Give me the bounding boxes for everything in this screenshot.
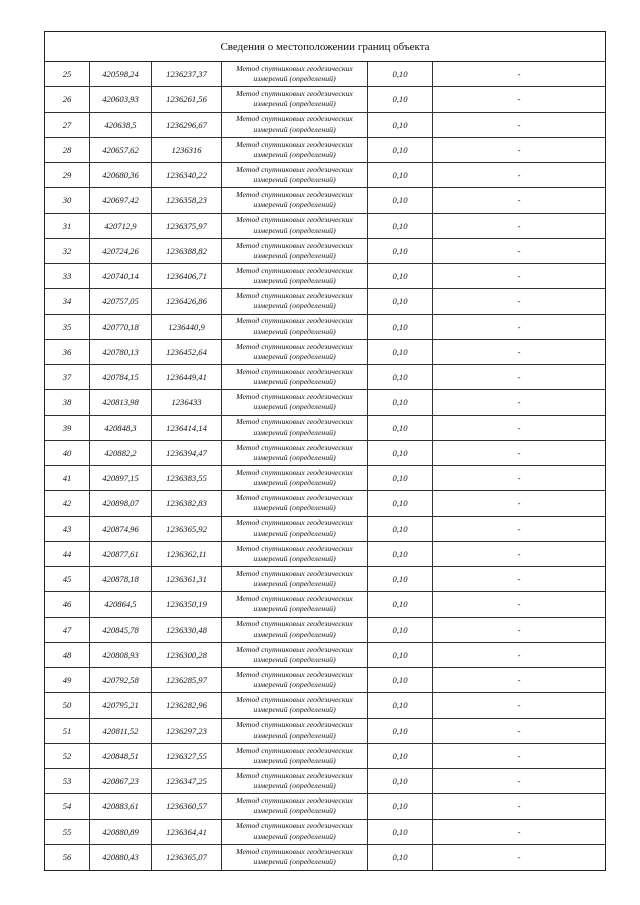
point-number-cell: 34 [45, 289, 90, 313]
table-row [45, 466, 605, 491]
x-coordinate-cell: 420638,5 [90, 113, 152, 137]
x-coordinate-cell: 420848,3 [90, 416, 152, 440]
method-cell [222, 643, 368, 667]
precision-cell: 0,10 [368, 668, 433, 692]
y-coordinate-cell: 1236426,86 [152, 289, 222, 313]
point-number-cell: 51 [45, 719, 90, 743]
method-line-2: измерений (определений) [253, 730, 336, 740]
method-cell [222, 315, 368, 339]
x-coordinate-cell: 420877,61 [90, 542, 152, 566]
boundary-table [44, 31, 606, 871]
y-coordinate-cell: 1236285,97 [152, 668, 222, 692]
description-cell: - [517, 195, 521, 206]
method-line-2: измерений (определений) [253, 149, 336, 159]
point-number-cell: 38 [45, 390, 90, 414]
method-line-1: Метод спутниковых геодезических [236, 821, 353, 831]
method-cell [222, 163, 368, 187]
y-coordinate-cell: 1236297,23 [152, 719, 222, 743]
x-coordinate-cell: 420712,9 [90, 214, 152, 238]
method-line-1: Метод спутниковых геодезических [236, 89, 353, 99]
table-row [45, 264, 605, 289]
method-line-2: измерений (определений) [253, 74, 336, 84]
method-line-1: Метод спутниковых геодезических [236, 543, 353, 553]
table-row [45, 618, 605, 643]
x-coordinate-cell: 420792,58 [90, 668, 152, 692]
method-line-2: измерений (определений) [253, 604, 336, 614]
y-coordinate-cell: 1236316 [152, 138, 222, 162]
point-number-cell: 27 [45, 113, 90, 137]
method-cell [222, 289, 368, 313]
method-line-2: измерений (определений) [253, 301, 336, 311]
point-number-cell: 32 [45, 239, 90, 263]
y-coordinate-cell: 1236433 [152, 390, 222, 414]
precision-cell: 0,10 [368, 491, 433, 515]
method-line-1: Метод спутниковых геодезических [236, 114, 353, 124]
table-row [45, 719, 605, 744]
y-coordinate-cell: 1236300,28 [152, 643, 222, 667]
x-coordinate-cell: 420784,15 [90, 365, 152, 389]
y-coordinate-cell: 1236394,47 [152, 441, 222, 465]
description-cell: - [517, 852, 521, 863]
method-line-2: измерений (определений) [253, 781, 336, 791]
method-cell [222, 567, 368, 591]
table-row [45, 113, 605, 138]
y-coordinate-cell: 1236296,67 [152, 113, 222, 137]
precision-cell: 0,10 [368, 239, 433, 263]
x-coordinate-cell: 420882,2 [90, 441, 152, 465]
table-row [45, 491, 605, 516]
x-coordinate-cell: 420878,18 [90, 567, 152, 591]
y-coordinate-cell: 1236237,37 [152, 62, 222, 86]
method-cell [222, 668, 368, 692]
precision-cell: 0,10 [368, 719, 433, 743]
method-cell [222, 214, 368, 238]
description-cell: - [517, 447, 521, 458]
x-coordinate-cell: 420897,15 [90, 466, 152, 490]
method-cell [222, 820, 368, 844]
method-line-1: Метод спутниковых геодезических [236, 770, 353, 780]
table-title [45, 32, 605, 62]
method-line-2: измерений (определений) [253, 755, 336, 765]
precision-cell: 0,10 [368, 567, 433, 591]
x-coordinate-cell: 420848,51 [90, 744, 152, 768]
description-cell: - [517, 372, 521, 383]
precision-cell: 0,10 [368, 315, 433, 339]
method-line-2: измерений (определений) [253, 276, 336, 286]
table-row [45, 744, 605, 769]
precision-cell: 0,10 [368, 163, 433, 187]
method-cell [222, 769, 368, 793]
point-number-cell: 31 [45, 214, 90, 238]
precision-cell: 0,10 [368, 794, 433, 818]
method-line-1: Метод спутниковых геодезических [236, 392, 353, 402]
method-line-2: измерений (определений) [253, 705, 336, 715]
method-line-1: Метод спутниковых геодезических [236, 63, 353, 73]
method-line-2: измерений (определений) [253, 528, 336, 538]
method-line-2: измерений (определений) [253, 175, 336, 185]
y-coordinate-cell: 1236388,82 [152, 239, 222, 263]
table-title-text: Сведения о местоположении границ объекта [220, 40, 430, 53]
method-line-2: измерений (определений) [253, 654, 336, 664]
method-cell [222, 744, 368, 768]
table-row [45, 820, 605, 845]
table-row [45, 693, 605, 718]
point-number-cell: 55 [45, 820, 90, 844]
precision-cell: 0,10 [368, 693, 433, 717]
point-number-cell: 26 [45, 87, 90, 111]
point-number-cell: 43 [45, 517, 90, 541]
precision-cell: 0,10 [368, 138, 433, 162]
point-number-cell: 41 [45, 466, 90, 490]
method-cell [222, 188, 368, 212]
y-coordinate-cell: 1236375,97 [152, 214, 222, 238]
method-cell [222, 264, 368, 288]
y-coordinate-cell: 1236364,41 [152, 820, 222, 844]
y-coordinate-cell: 1236347,25 [152, 769, 222, 793]
precision-cell: 0,10 [368, 643, 433, 667]
method-line-2: измерений (определений) [253, 225, 336, 235]
table-body [45, 62, 605, 870]
method-cell [222, 390, 368, 414]
y-coordinate-cell: 1236282,96 [152, 693, 222, 717]
x-coordinate-cell: 420811,52 [90, 719, 152, 743]
table-row [45, 62, 605, 87]
description-cell: - [517, 826, 521, 837]
method-line-2: измерений (определений) [253, 579, 336, 589]
point-number-cell: 45 [45, 567, 90, 591]
table-row [45, 340, 605, 365]
description-cell: - [517, 548, 521, 559]
precision-cell: 0,10 [368, 188, 433, 212]
description-cell: - [517, 321, 521, 332]
point-number-cell: 44 [45, 542, 90, 566]
precision-cell: 0,10 [368, 542, 433, 566]
precision-cell: 0,10 [368, 744, 433, 768]
method-line-2: измерений (определений) [253, 857, 336, 867]
precision-cell: 0,10 [368, 113, 433, 137]
table-row [45, 441, 605, 466]
method-cell [222, 62, 368, 86]
method-cell [222, 517, 368, 541]
point-number-cell: 33 [45, 264, 90, 288]
method-line-2: измерений (определений) [253, 351, 336, 361]
x-coordinate-cell: 420845,78 [90, 618, 152, 642]
description-cell: - [517, 144, 521, 155]
description-cell: - [517, 346, 521, 357]
method-cell [222, 138, 368, 162]
method-line-1: Метод спутниковых геодезических [236, 568, 353, 578]
method-line-1: Метод спутниковых геодезических [236, 417, 353, 427]
precision-cell: 0,10 [368, 214, 433, 238]
method-line-2: измерений (определений) [253, 478, 336, 488]
method-line-1: Метод спутниковых геодезических [236, 139, 353, 149]
precision-cell: 0,10 [368, 62, 433, 86]
method-cell [222, 794, 368, 818]
method-line-1: Метод спутниковых геодезических [236, 669, 353, 679]
description-cell: - [517, 245, 521, 256]
method-cell [222, 416, 368, 440]
description-cell: - [517, 700, 521, 711]
y-coordinate-cell: 1236261,56 [152, 87, 222, 111]
x-coordinate-cell: 420697,42 [90, 188, 152, 212]
description-cell: - [517, 397, 521, 408]
description-cell: - [517, 750, 521, 761]
x-coordinate-cell: 420898,07 [90, 491, 152, 515]
point-number-cell: 29 [45, 163, 90, 187]
method-cell [222, 693, 368, 717]
y-coordinate-cell: 1236383,55 [152, 466, 222, 490]
x-coordinate-cell: 420864,5 [90, 592, 152, 616]
y-coordinate-cell: 1236449,41 [152, 365, 222, 389]
x-coordinate-cell: 420880,89 [90, 820, 152, 844]
precision-cell: 0,10 [368, 820, 433, 844]
description-cell: - [517, 473, 521, 484]
y-coordinate-cell: 1236406,71 [152, 264, 222, 288]
x-coordinate-cell: 420813,98 [90, 390, 152, 414]
point-number-cell: 46 [45, 592, 90, 616]
precision-cell: 0,10 [368, 592, 433, 616]
method-line-1: Метод спутниковых геодезических [236, 190, 353, 200]
table-row [45, 239, 605, 264]
description-cell: - [517, 675, 521, 686]
method-line-1: Метод спутниковых геодезических [236, 442, 353, 452]
method-line-1: Метод спутниковых геодезических [236, 215, 353, 225]
table-row [45, 794, 605, 819]
method-cell [222, 113, 368, 137]
precision-cell: 0,10 [368, 845, 433, 870]
y-coordinate-cell: 1236327,55 [152, 744, 222, 768]
x-coordinate-cell: 420724,26 [90, 239, 152, 263]
method-line-1: Метод спутниковых геодезических [236, 695, 353, 705]
x-coordinate-cell: 420795,21 [90, 693, 152, 717]
method-line-1: Метод спутниковых геодезических [236, 240, 353, 250]
y-coordinate-cell: 1236440,9 [152, 315, 222, 339]
point-number-cell: 30 [45, 188, 90, 212]
table-row [45, 592, 605, 617]
method-line-1: Метод спутниковых геодезических [236, 164, 353, 174]
point-number-cell: 53 [45, 769, 90, 793]
y-coordinate-cell: 1236382,83 [152, 491, 222, 515]
method-line-2: измерений (определений) [253, 250, 336, 260]
y-coordinate-cell: 1236414,14 [152, 416, 222, 440]
method-cell [222, 441, 368, 465]
method-line-1: Метод спутниковых геодезических [236, 847, 353, 857]
x-coordinate-cell: 420874,96 [90, 517, 152, 541]
precision-cell: 0,10 [368, 289, 433, 313]
table-row [45, 365, 605, 390]
table-row [45, 668, 605, 693]
table-row [45, 643, 605, 668]
x-coordinate-cell: 420780,13 [90, 340, 152, 364]
point-number-cell: 28 [45, 138, 90, 162]
table-row [45, 845, 605, 870]
method-cell [222, 845, 368, 870]
precision-cell: 0,10 [368, 365, 433, 389]
precision-cell: 0,10 [368, 769, 433, 793]
description-cell: - [517, 801, 521, 812]
table-row [45, 517, 605, 542]
method-cell [222, 239, 368, 263]
point-number-cell: 39 [45, 416, 90, 440]
point-number-cell: 50 [45, 693, 90, 717]
x-coordinate-cell: 420740,14 [90, 264, 152, 288]
point-number-cell: 47 [45, 618, 90, 642]
precision-cell: 0,10 [368, 390, 433, 414]
method-cell [222, 365, 368, 389]
method-line-2: измерений (определений) [253, 831, 336, 841]
method-line-2: измерений (определений) [253, 503, 336, 513]
y-coordinate-cell: 1236365,07 [152, 845, 222, 870]
method-line-2: измерений (определений) [253, 402, 336, 412]
description-cell: - [517, 574, 521, 585]
method-cell [222, 542, 368, 566]
description-cell: - [517, 119, 521, 130]
method-line-1: Метод спутниковых геодезических [236, 341, 353, 351]
method-line-2: измерений (определений) [253, 680, 336, 690]
method-line-1: Метод спутниковых геодезических [236, 316, 353, 326]
x-coordinate-cell: 420680,36 [90, 163, 152, 187]
method-line-1: Метод спутниковых геодезических [236, 594, 353, 604]
point-number-cell: 37 [45, 365, 90, 389]
point-number-cell: 48 [45, 643, 90, 667]
y-coordinate-cell: 1236350,19 [152, 592, 222, 616]
x-coordinate-cell: 420657,62 [90, 138, 152, 162]
precision-cell: 0,10 [368, 466, 433, 490]
method-cell [222, 592, 368, 616]
method-line-1: Метод спутниковых геодезических [236, 518, 353, 528]
y-coordinate-cell: 1236362,11 [152, 542, 222, 566]
method-line-2: измерений (определений) [253, 200, 336, 210]
table-row [45, 390, 605, 415]
method-line-2: измерений (определений) [253, 326, 336, 336]
method-line-2: измерений (определений) [253, 452, 336, 462]
description-cell: - [517, 649, 521, 660]
method-line-2: измерений (определений) [253, 427, 336, 437]
method-line-1: Метод спутниковых геодезических [236, 745, 353, 755]
x-coordinate-cell: 420880,43 [90, 845, 152, 870]
precision-cell: 0,10 [368, 340, 433, 364]
description-cell: - [517, 296, 521, 307]
precision-cell: 0,10 [368, 416, 433, 440]
description-cell: - [517, 498, 521, 509]
method-line-2: измерений (определений) [253, 553, 336, 563]
description-cell: - [517, 94, 521, 105]
method-cell [222, 340, 368, 364]
table-row [45, 163, 605, 188]
point-number-cell: 42 [45, 491, 90, 515]
description-cell: - [517, 271, 521, 282]
description-cell: - [517, 422, 521, 433]
table-row [45, 567, 605, 592]
method-line-1: Метод спутниковых геодезических [236, 644, 353, 654]
table-row [45, 416, 605, 441]
y-coordinate-cell: 1236360,57 [152, 794, 222, 818]
method-line-2: измерений (определений) [253, 99, 336, 109]
point-number-cell: 52 [45, 744, 90, 768]
method-cell [222, 466, 368, 490]
table-row [45, 769, 605, 794]
precision-cell: 0,10 [368, 618, 433, 642]
table-row [45, 87, 605, 112]
description-cell: - [517, 170, 521, 181]
table-row [45, 214, 605, 239]
method-line-1: Метод спутниковых геодезических [236, 720, 353, 730]
description-cell: - [517, 599, 521, 610]
point-number-cell: 49 [45, 668, 90, 692]
method-line-2: измерений (определений) [253, 377, 336, 387]
description-cell: - [517, 523, 521, 534]
point-number-cell: 54 [45, 794, 90, 818]
x-coordinate-cell: 420603,93 [90, 87, 152, 111]
method-line-2: измерений (определений) [253, 629, 336, 639]
table-row [45, 188, 605, 213]
method-cell [222, 491, 368, 515]
x-coordinate-cell: 420757,05 [90, 289, 152, 313]
y-coordinate-cell: 1236361,31 [152, 567, 222, 591]
method-cell [222, 87, 368, 111]
point-number-cell: 40 [45, 441, 90, 465]
method-line-2: измерений (определений) [253, 124, 336, 134]
table-row [45, 289, 605, 314]
precision-cell: 0,10 [368, 517, 433, 541]
method-line-1: Метод спутниковых геодезических [236, 291, 353, 301]
method-line-2: измерений (определений) [253, 806, 336, 816]
x-coordinate-cell: 420883,61 [90, 794, 152, 818]
method-line-1: Метод спутниковых геодезических [236, 493, 353, 503]
method-cell [222, 719, 368, 743]
precision-cell: 0,10 [368, 264, 433, 288]
method-line-1: Метод спутниковых геодезических [236, 366, 353, 376]
method-line-1: Метод спутниковых геодезических [236, 796, 353, 806]
description-cell: - [517, 220, 521, 231]
x-coordinate-cell: 420808,93 [90, 643, 152, 667]
y-coordinate-cell: 1236340,22 [152, 163, 222, 187]
point-number-cell: 36 [45, 340, 90, 364]
table-row [45, 542, 605, 567]
y-coordinate-cell: 1236452,64 [152, 340, 222, 364]
precision-cell: 0,10 [368, 87, 433, 111]
point-number-cell: 35 [45, 315, 90, 339]
precision-cell: 0,10 [368, 441, 433, 465]
x-coordinate-cell: 420598,24 [90, 62, 152, 86]
table-row [45, 315, 605, 340]
method-line-1: Метод спутниковых геодезических [236, 265, 353, 275]
point-number-cell: 56 [45, 845, 90, 870]
description-cell: - [517, 624, 521, 635]
y-coordinate-cell: 1236365,92 [152, 517, 222, 541]
y-coordinate-cell: 1236358,23 [152, 188, 222, 212]
point-number-cell: 25 [45, 62, 90, 86]
method-cell [222, 618, 368, 642]
x-coordinate-cell: 420867,23 [90, 769, 152, 793]
x-coordinate-cell: 420770,18 [90, 315, 152, 339]
description-cell: - [517, 776, 521, 787]
table-row [45, 138, 605, 163]
description-cell: - [517, 69, 521, 80]
y-coordinate-cell: 1236330,48 [152, 618, 222, 642]
method-line-1: Метод спутниковых геодезических [236, 619, 353, 629]
description-cell: - [517, 725, 521, 736]
method-line-1: Метод спутниковых геодезических [236, 467, 353, 477]
